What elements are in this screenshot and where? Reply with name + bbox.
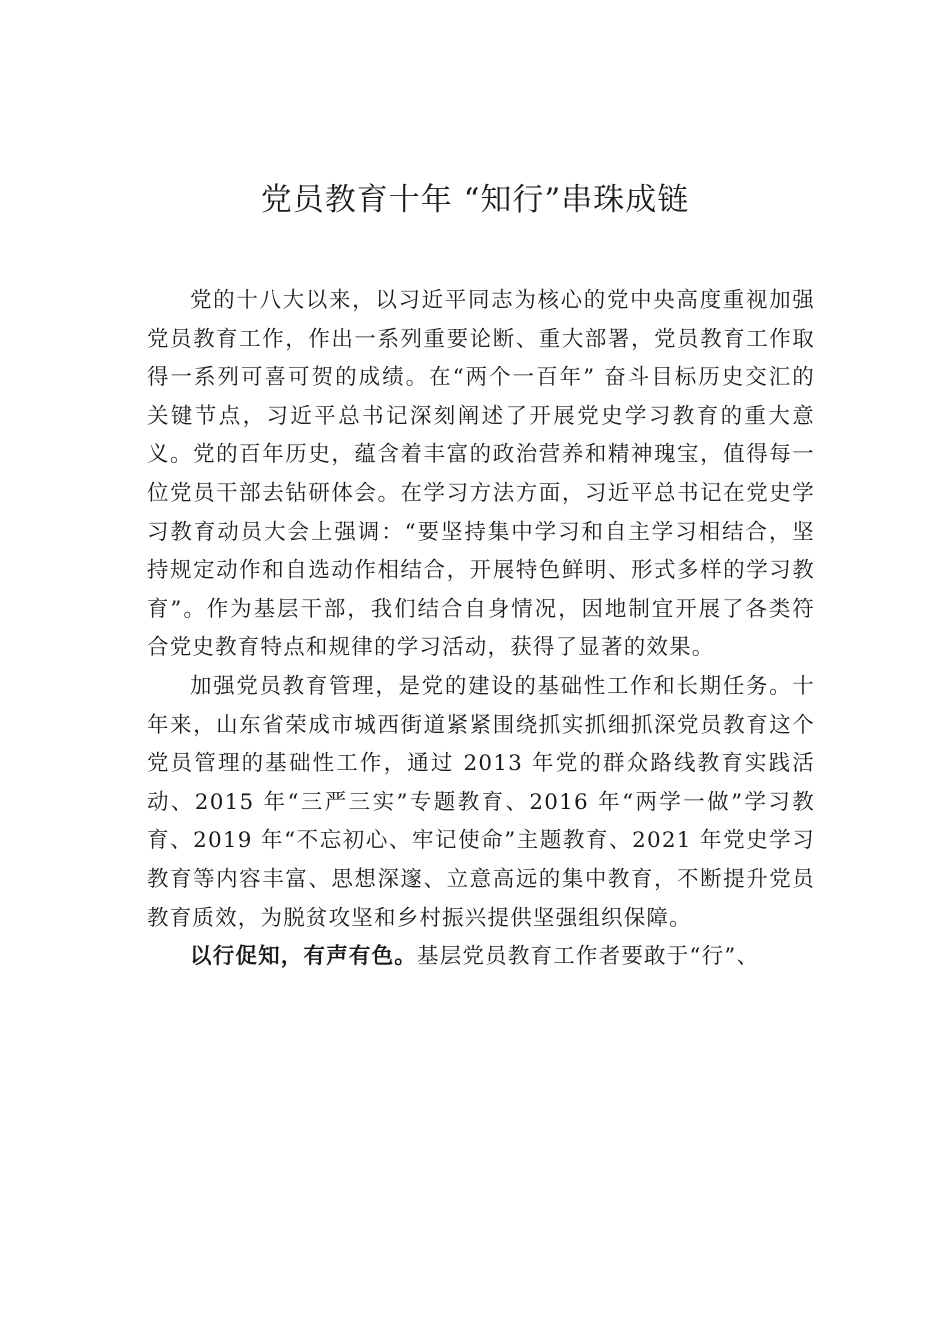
document-title: 党员教育十年 “知行”串珠成链: [260, 182, 690, 218]
paragraph-practice: [147, 938, 815, 977]
paragraph-practice-text: 基层党员教育工作者要敢于“行”、: [417, 944, 760, 970]
paragraph-management: 加强党员教育管理，是党的建设的基础性工作和长期任务。十年来，山东省荣成市城西街道紧紧围绕抓实抓细抓深党员教育这个党员管理的基础性工作，通过 2013 年党的群众路线教育实践活动、2015 年“三严三实”专题教育、2016 年“两学一做”学习教育、2019 年“不忘初心、牢记使命”主题教育、2021 年党史学习教育等内容丰富、思想深邃、立意高远的集中教育，不断提升党员教育质效，为脱贫攻坚和乡村振兴提供坚强组织保障。: [147, 673, 815, 931]
document-body: [147, 282, 815, 977]
paragraph-lead-heading: 以行促知，有声有色。: [190, 944, 418, 970]
paragraph-intro: 党的十八大以来，以习近平同志为核心的党中央高度重视加强党员教育工作，作出一系列重要论断、重大部署，党员教育工作取得一系列可喜可贺的成绩。在“两个一百年” 奋斗目标历史交汇的关键节点，习近平总书记深刻阐述了开展党史学习教育的重大意义。党的百年历史，蕴含着丰富的政治营养和精神瑰宝，值得每一位党员干部去钻研体会。在学习方法方面，习近平总书记在党史学习教育动员大会上强调：“要坚持集中学习和自主学习相结合，坚持规定动作和自选动作相结合，开展特色鲜明、形式多样的学习教育”。作为基层干部，我们结合自身情况，因地制宜开展了各类符合党史教育特点和规律的学习活动，获得了显著的效果。: [147, 288, 815, 661]
